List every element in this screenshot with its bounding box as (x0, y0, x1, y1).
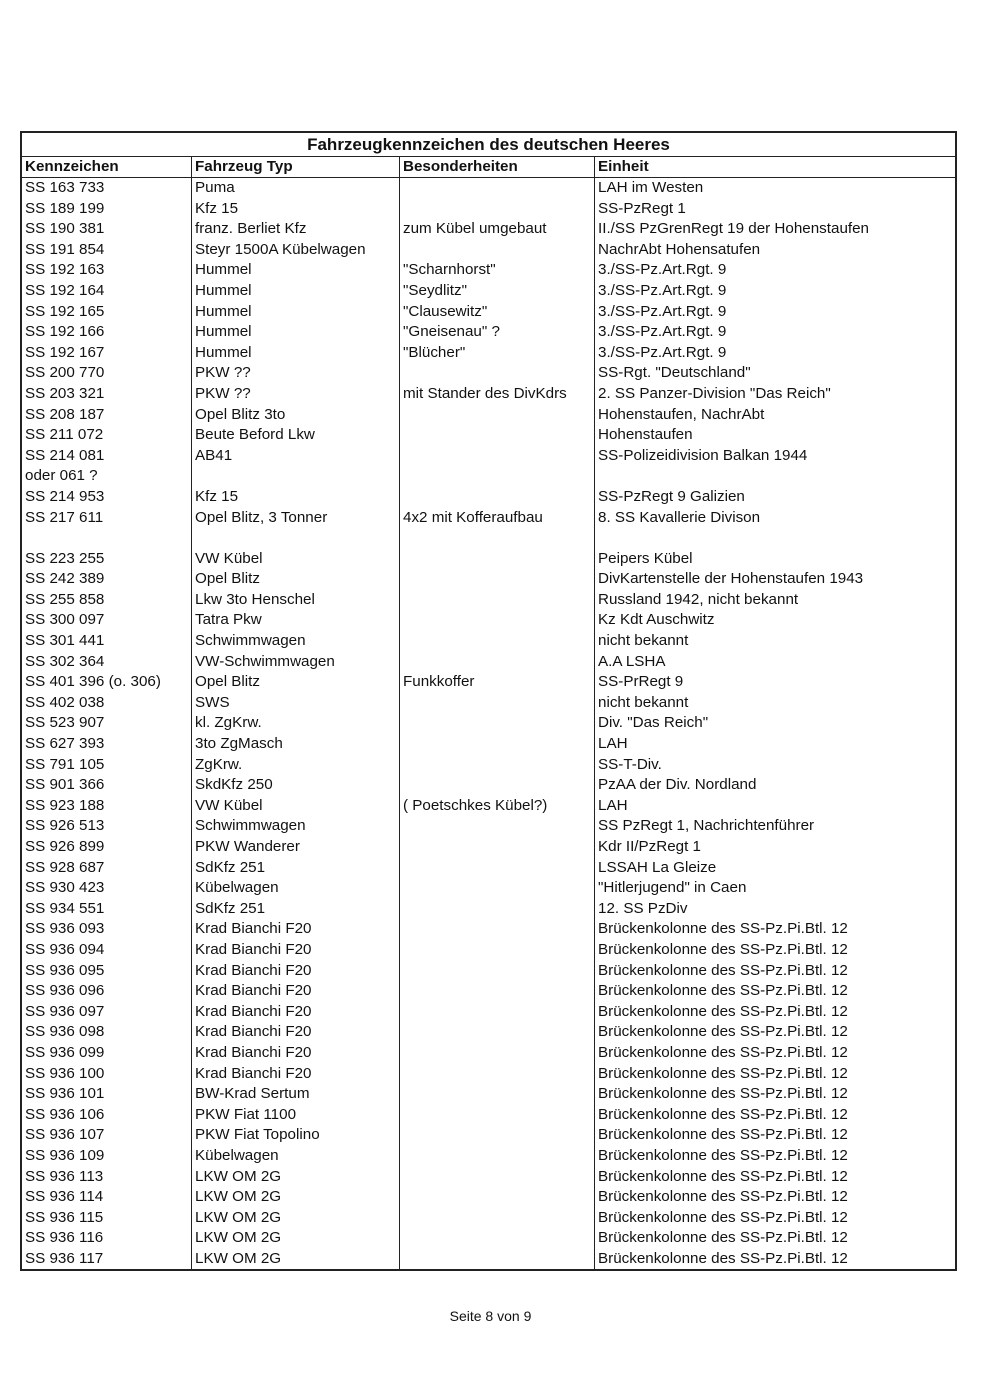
cell-einheit: DivKartenstelle der Hohenstaufen 1943 (598, 570, 864, 588)
cell-fahrzeug-typ: kl. ZgKrw. (192, 713, 400, 734)
page-number: Seite 8 von 9 (449, 1308, 532, 1324)
cell-besonderheiten (400, 1084, 595, 1105)
cell-besonderheiten (400, 363, 595, 384)
table-row (22, 322, 955, 343)
cell-besonderheiten (400, 1002, 595, 1023)
cell-besonderheiten: "Seydlitz" (400, 281, 595, 302)
table-row (22, 713, 955, 734)
cell-fahrzeug-typ: LKW OM 2G (192, 1187, 400, 1208)
table-row (22, 178, 955, 199)
cell-kennzeichen: SS 901 366 (22, 775, 192, 796)
cell-fahrzeug-typ: Schwimmwagen (192, 816, 400, 837)
cell-besonderheiten (400, 713, 595, 734)
cell-besonderheiten (400, 1187, 595, 1208)
table-title: Fahrzeugkennzeichen des deutschen Heeres (22, 133, 955, 157)
cell-einheit: Brückenkolonne des SS-Pz.Pi.Btl. 12 (598, 1208, 848, 1226)
cell-kennzeichen: SS 936 114 (22, 1187, 192, 1208)
cell-fahrzeug-typ: Schwimmwagen (192, 631, 400, 652)
cell-besonderheiten (400, 940, 595, 961)
cell-besonderheiten (400, 1167, 595, 1188)
cell-fahrzeug-typ: SdKfz 251 (192, 899, 400, 920)
cell-einheit: 12. SS PzDiv (598, 899, 688, 917)
table-row (22, 1043, 955, 1064)
cell-fahrzeug-typ: BW-Krad Sertum (192, 1084, 400, 1105)
cell-einheit: SS-PzRegt 1 (598, 199, 686, 217)
cell-einheit: LAH (598, 796, 628, 814)
cell-einheit: SS-Rgt. "Deutschland" (598, 364, 751, 382)
cell-kennzeichen: SS 934 551 (22, 899, 192, 920)
cell-fahrzeug-typ: Krad Bianchi F20 (192, 919, 400, 940)
cell-einheit: Div. "Das Reich" (598, 714, 709, 732)
cell-fahrzeug-typ: LKW OM 2G (192, 1249, 400, 1270)
table-row (22, 199, 955, 220)
cell-besonderheiten (400, 878, 595, 899)
column-header-besonderheiten: Besonderheiten (400, 157, 595, 177)
table-row (22, 961, 955, 982)
cell-besonderheiten (400, 590, 595, 611)
cell-einheit: SS-T-Div. (598, 755, 662, 773)
cell-kennzeichen: SS 930 423 (22, 878, 192, 899)
cell-einheit: 3./SS-Pz.Art.Rgt. 9 (598, 261, 727, 279)
cell-fahrzeug-typ: franz. Berliet Kfz (192, 219, 400, 240)
cell-fahrzeug-typ: Krad Bianchi F20 (192, 981, 400, 1002)
cell-fahrzeug-typ (192, 528, 400, 549)
cell-einheit: Brückenkolonne des SS-Pz.Pi.Btl. 12 (598, 982, 848, 1000)
cell-fahrzeug-typ: SWS (192, 693, 400, 714)
cell-kennzeichen: SS 936 113 (22, 1167, 192, 1188)
cell-fahrzeug-typ: Steyr 1500A Kübelwagen (192, 240, 400, 261)
table-body (22, 178, 955, 1269)
cell-fahrzeug-typ: LKW OM 2G (192, 1228, 400, 1249)
table-row (22, 425, 955, 446)
cell-fahrzeug-typ: PKW Fiat 1100 (192, 1105, 400, 1126)
cell-besonderheiten (400, 549, 595, 570)
cell-einheit: 3./SS-Pz.Art.Rgt. 9 (598, 281, 727, 299)
cell-fahrzeug-typ: SdKfz 251 (192, 858, 400, 879)
cell-fahrzeug-typ: VW-Schwimmwagen (192, 652, 400, 673)
cell-fahrzeug-typ: Hummel (192, 281, 400, 302)
cell-fahrzeug-typ: AB41 (192, 446, 400, 467)
table-row (22, 1208, 955, 1229)
cell-besonderheiten: "Clausewitz" (400, 302, 595, 323)
cell-fahrzeug-typ: PKW ?? (192, 363, 400, 384)
cell-fahrzeug-typ: Kübelwagen (192, 1146, 400, 1167)
cell-besonderheiten: Funkkoffer (400, 672, 595, 693)
cell-kennzeichen: SS 523 907 (22, 713, 192, 734)
cell-fahrzeug-typ: Hummel (192, 322, 400, 343)
cell-fahrzeug-typ: Kfz 15 (192, 199, 400, 220)
cell-besonderheiten (400, 466, 595, 487)
cell-kennzeichen: SS 191 854 (22, 240, 192, 261)
cell-einheit: Kz Kdt Auschwitz (598, 611, 715, 629)
cell-besonderheiten (400, 405, 595, 426)
cell-besonderheiten (400, 755, 595, 776)
cell-fahrzeug-typ: Puma (192, 178, 400, 199)
cell-einheit (595, 466, 955, 487)
cell-fahrzeug-typ: Hummel (192, 343, 400, 364)
cell-kennzeichen: SS 936 115 (22, 1208, 192, 1229)
table-row (22, 343, 955, 364)
header-row (22, 157, 955, 178)
cell-fahrzeug-typ: ZgKrw. (192, 755, 400, 776)
cell-besonderheiten (400, 1249, 595, 1270)
cell-fahrzeug-typ: SkdKfz 250 (192, 775, 400, 796)
table-row (22, 384, 955, 405)
cell-besonderheiten: "Gneisenau" ? (400, 322, 595, 343)
cell-besonderheiten (400, 240, 595, 261)
cell-besonderheiten (400, 816, 595, 837)
table-row (22, 858, 955, 879)
cell-besonderheiten: 4x2 mit Kofferaufbau (400, 508, 595, 529)
cell-einheit: LAH im Westen (598, 179, 704, 196)
column-header-fahrzeug-typ: Fahrzeug Typ (192, 157, 400, 177)
cell-kennzeichen: SS 192 163 (22, 260, 192, 281)
cell-kennzeichen: SS 214 953 (22, 487, 192, 508)
table-row (22, 1064, 955, 1085)
cell-besonderheiten (400, 528, 595, 549)
table-row (22, 1002, 955, 1023)
table-row (22, 1084, 955, 1105)
cell-fahrzeug-typ: PKW Fiat Topolino (192, 1125, 400, 1146)
cell-einheit: Brückenkolonne des SS-Pz.Pi.Btl. 12 (598, 961, 848, 979)
cell-einheit: 3./SS-Pz.Art.Rgt. 9 (598, 343, 727, 361)
table-row (22, 610, 955, 631)
cell-besonderheiten (400, 775, 595, 796)
table-row (22, 1022, 955, 1043)
cell-kennzeichen: SS 301 441 (22, 631, 192, 652)
cell-einheit: PzAA der Div. Nordland (598, 776, 757, 794)
cell-besonderheiten: "Blücher" (400, 343, 595, 364)
cell-fahrzeug-typ: Tatra Pkw (192, 610, 400, 631)
cell-besonderheiten (400, 1228, 595, 1249)
cell-besonderheiten (400, 981, 595, 1002)
cell-besonderheiten: ( Poetschkes Kübel?) (400, 796, 595, 817)
cell-kennzeichen: SS 203 321 (22, 384, 192, 405)
cell-einheit: 3./SS-Pz.Art.Rgt. 9 (598, 302, 727, 320)
table-row (22, 466, 955, 487)
table-row (22, 1187, 955, 1208)
cell-einheit: Brückenkolonne des SS-Pz.Pi.Btl. 12 (598, 1188, 848, 1206)
cell-kennzeichen: SS 627 393 (22, 734, 192, 755)
cell-kennzeichen: SS 936 100 (22, 1064, 192, 1085)
cell-kennzeichen: SS 302 364 (22, 652, 192, 673)
cell-einheit: Brückenkolonne des SS-Pz.Pi.Btl. 12 (598, 920, 848, 938)
table-row (22, 981, 955, 1002)
cell-kennzeichen: SS 192 164 (22, 281, 192, 302)
table-row (22, 652, 955, 673)
cell-einheit: Brückenkolonne des SS-Pz.Pi.Btl. 12 (598, 1229, 848, 1247)
table-row (22, 672, 955, 693)
cell-fahrzeug-typ: Krad Bianchi F20 (192, 1064, 400, 1085)
table-row (22, 899, 955, 920)
cell-einheit: nicht bekannt (598, 632, 689, 650)
cell-einheit: "Hitlerjugend" in Caen (598, 879, 747, 897)
cell-fahrzeug-typ: Krad Bianchi F20 (192, 940, 400, 961)
table-row (22, 590, 955, 611)
cell-einheit: Brückenkolonne des SS-Pz.Pi.Btl. 12 (598, 1126, 848, 1144)
cell-fahrzeug-typ: LKW OM 2G (192, 1208, 400, 1229)
table-row (22, 775, 955, 796)
cell-kennzeichen: SS 926 513 (22, 816, 192, 837)
cell-kennzeichen: SS 402 038 (22, 693, 192, 714)
cell-kennzeichen: SS 214 081 (22, 446, 192, 467)
cell-kennzeichen: SS 936 097 (22, 1002, 192, 1023)
table-row (22, 1167, 955, 1188)
cell-besonderheiten (400, 1043, 595, 1064)
cell-einheit: SS-PrRegt 9 (598, 673, 684, 691)
table-row (22, 919, 955, 940)
cell-fahrzeug-typ: Krad Bianchi F20 (192, 1022, 400, 1043)
cell-kennzeichen: oder 061 ? (22, 466, 192, 487)
cell-fahrzeug-typ: Kfz 15 (192, 487, 400, 508)
cell-einheit: Brückenkolonne des SS-Pz.Pi.Btl. 12 (598, 1043, 848, 1061)
cell-fahrzeug-typ: Beute Beford Lkw (192, 425, 400, 446)
cell-einheit: nicht bekannt (598, 693, 689, 711)
cell-einheit: Russland 1942, nicht bekannt (598, 590, 799, 608)
cell-kennzeichen: SS 192 166 (22, 322, 192, 343)
cell-kennzeichen: SS 936 109 (22, 1146, 192, 1167)
table-row (22, 302, 955, 323)
cell-besonderheiten (400, 1105, 595, 1126)
cell-kennzeichen: SS 300 097 (22, 610, 192, 631)
cell-einheit: 8. SS Kavallerie Divison (598, 508, 761, 526)
cell-besonderheiten (400, 610, 595, 631)
cell-besonderheiten (400, 1022, 595, 1043)
cell-einheit: 3./SS-Pz.Art.Rgt. 9 (598, 323, 727, 341)
cell-einheit: Brückenkolonne des SS-Pz.Pi.Btl. 12 (598, 1023, 848, 1041)
cell-kennzeichen: SS 936 107 (22, 1125, 192, 1146)
table-row (22, 219, 955, 240)
cell-fahrzeug-typ: VW Kübel (192, 796, 400, 817)
cell-fahrzeug-typ: Hummel (192, 302, 400, 323)
table-row (22, 1249, 955, 1270)
cell-besonderheiten: mit Stander des DivKdrs (400, 384, 595, 405)
cell-kennzeichen: SS 192 167 (22, 343, 192, 364)
cell-kennzeichen: SS 200 770 (22, 363, 192, 384)
table-row (22, 1105, 955, 1126)
table-row (22, 1146, 955, 1167)
cell-kennzeichen: SS 936 095 (22, 961, 192, 982)
table-row (22, 631, 955, 652)
cell-kennzeichen: SS 936 098 (22, 1022, 192, 1043)
cell-kennzeichen: SS 211 072 (22, 425, 192, 446)
cell-kennzeichen: SS 163 733 (22, 178, 192, 199)
table-row (22, 878, 955, 899)
cell-besonderheiten (400, 1208, 595, 1229)
column-header-einheit: Einheit (598, 158, 649, 175)
table-row (22, 528, 955, 549)
cell-einheit: SS-PzRegt 9 Galizien (598, 487, 745, 505)
cell-kennzeichen: SS 401 396 (o. 306) (22, 672, 192, 693)
cell-besonderheiten: zum Kübel umgebaut (400, 219, 595, 240)
cell-kennzeichen: SS 208 187 (22, 405, 192, 426)
cell-einheit: A.A LSHA (598, 652, 666, 670)
cell-besonderheiten (400, 178, 595, 199)
cell-einheit: Hohenstaufen, NachrAbt (598, 405, 765, 423)
cell-kennzeichen: SS 928 687 (22, 858, 192, 879)
table-row (22, 405, 955, 426)
cell-einheit: NachrAbt Hohensatufen (598, 240, 761, 258)
cell-einheit: Brückenkolonne des SS-Pz.Pi.Btl. 12 (598, 1002, 848, 1020)
cell-einheit: II./SS PzGrenRegt 19 der Hohenstaufen (598, 220, 870, 238)
cell-besonderheiten (400, 1125, 595, 1146)
table-row (22, 837, 955, 858)
cell-fahrzeug-typ: LKW OM 2G (192, 1167, 400, 1188)
column-header-kennzeichen: Kennzeichen (22, 157, 192, 177)
cell-kennzeichen: SS 926 899 (22, 837, 192, 858)
table-row (22, 569, 955, 590)
table-row (22, 260, 955, 281)
cell-besonderheiten (400, 734, 595, 755)
table-row (22, 796, 955, 817)
cell-kennzeichen: SS 936 101 (22, 1084, 192, 1105)
cell-besonderheiten (400, 425, 595, 446)
cell-besonderheiten (400, 487, 595, 508)
cell-einheit: Brückenkolonne des SS-Pz.Pi.Btl. 12 (598, 940, 848, 958)
cell-kennzeichen: SS 190 381 (22, 219, 192, 240)
cell-kennzeichen: SS 936 096 (22, 981, 192, 1002)
table-row (22, 240, 955, 261)
cell-einheit: Brückenkolonne des SS-Pz.Pi.Btl. 12 (598, 1167, 848, 1185)
table-row (22, 1125, 955, 1146)
cell-kennzeichen (22, 528, 192, 549)
cell-besonderheiten (400, 961, 595, 982)
cell-kennzeichen: SS 791 105 (22, 755, 192, 776)
cell-besonderheiten (400, 631, 595, 652)
vehicle-plate-table (20, 131, 957, 1271)
table-row (22, 363, 955, 384)
table-row (22, 940, 955, 961)
cell-fahrzeug-typ: Opel Blitz 3to (192, 405, 400, 426)
cell-kennzeichen: SS 189 199 (22, 199, 192, 220)
cell-besonderheiten (400, 693, 595, 714)
cell-einheit: LSSAH La Gleize (598, 858, 717, 876)
cell-kennzeichen: SS 255 858 (22, 590, 192, 611)
cell-fahrzeug-typ: Opel Blitz, 3 Tonner (192, 508, 400, 529)
cell-einheit (595, 528, 955, 549)
cell-fahrzeug-typ: Hummel (192, 260, 400, 281)
cell-fahrzeug-typ: PKW ?? (192, 384, 400, 405)
cell-kennzeichen: SS 923 188 (22, 796, 192, 817)
cell-kennzeichen: SS 192 165 (22, 302, 192, 323)
cell-einheit: Kdr II/PzRegt 1 (598, 838, 701, 855)
table-row (22, 755, 955, 776)
cell-kennzeichen: SS 217 611 (22, 508, 192, 529)
cell-fahrzeug-typ: 3to ZgMasch (192, 734, 400, 755)
cell-einheit: SS-Polizeidivision Balkan 1944 (598, 446, 808, 464)
cell-einheit: Brückenkolonne des SS-Pz.Pi.Btl. 12 (598, 1085, 848, 1103)
cell-einheit: Brückenkolonne des SS-Pz.Pi.Btl. 12 (598, 1105, 848, 1123)
cell-kennzeichen: SS 936 093 (22, 919, 192, 940)
cell-fahrzeug-typ: Krad Bianchi F20 (192, 1002, 400, 1023)
table-row (22, 487, 955, 508)
table-row (22, 508, 955, 529)
cell-einheit: Brückenkolonne des SS-Pz.Pi.Btl. 12 (598, 1064, 848, 1082)
cell-besonderheiten (400, 569, 595, 590)
cell-besonderheiten: "Scharnhorst" (400, 260, 595, 281)
cell-besonderheiten (400, 837, 595, 858)
cell-fahrzeug-typ: Opel Blitz (192, 672, 400, 693)
cell-kennzeichen: SS 242 389 (22, 569, 192, 590)
table-row (22, 1228, 955, 1249)
table-row (22, 446, 955, 467)
cell-kennzeichen: SS 936 106 (22, 1105, 192, 1126)
cell-kennzeichen: SS 936 094 (22, 940, 192, 961)
cell-besonderheiten (400, 1064, 595, 1085)
table-row (22, 281, 955, 302)
cell-einheit: Brückenkolonne des SS-Pz.Pi.Btl. 12 (598, 1249, 848, 1267)
cell-einheit: Brückenkolonne des SS-Pz.Pi.Btl. 12 (598, 1146, 848, 1164)
cell-kennzeichen: SS 936 117 (22, 1249, 192, 1270)
cell-fahrzeug-typ: PKW Wanderer (192, 837, 400, 858)
cell-einheit: 2. SS Panzer-Division "Das Reich" (598, 384, 831, 402)
cell-kennzeichen: SS 223 255 (22, 549, 192, 570)
cell-einheit: LAH (598, 735, 628, 753)
cell-fahrzeug-typ: Krad Bianchi F20 (192, 1043, 400, 1064)
cell-besonderheiten (400, 199, 595, 220)
cell-besonderheiten (400, 858, 595, 879)
cell-einheit: Hohenstaufen (598, 426, 693, 444)
cell-besonderheiten (400, 899, 595, 920)
table-row (22, 816, 955, 837)
table-row (22, 549, 955, 570)
table-row (22, 693, 955, 714)
cell-fahrzeug-typ: VW Kübel (192, 549, 400, 570)
cell-einheit: Peipers Kübel (598, 549, 693, 567)
cell-fahrzeug-typ: Krad Bianchi F20 (192, 961, 400, 982)
cell-fahrzeug-typ: Opel Blitz (192, 569, 400, 590)
cell-besonderheiten (400, 1146, 595, 1167)
cell-kennzeichen: SS 936 099 (22, 1043, 192, 1064)
cell-besonderheiten (400, 919, 595, 940)
cell-besonderheiten (400, 652, 595, 673)
cell-kennzeichen: SS 936 116 (22, 1228, 192, 1249)
cell-fahrzeug-typ: Kübelwagen (192, 878, 400, 899)
cell-fahrzeug-typ (192, 466, 400, 487)
cell-fahrzeug-typ: Lkw 3to Henschel (192, 590, 400, 611)
cell-besonderheiten (400, 446, 595, 467)
cell-einheit: SS PzRegt 1, Nachrichtenführer (598, 817, 815, 835)
table-row (22, 734, 955, 755)
